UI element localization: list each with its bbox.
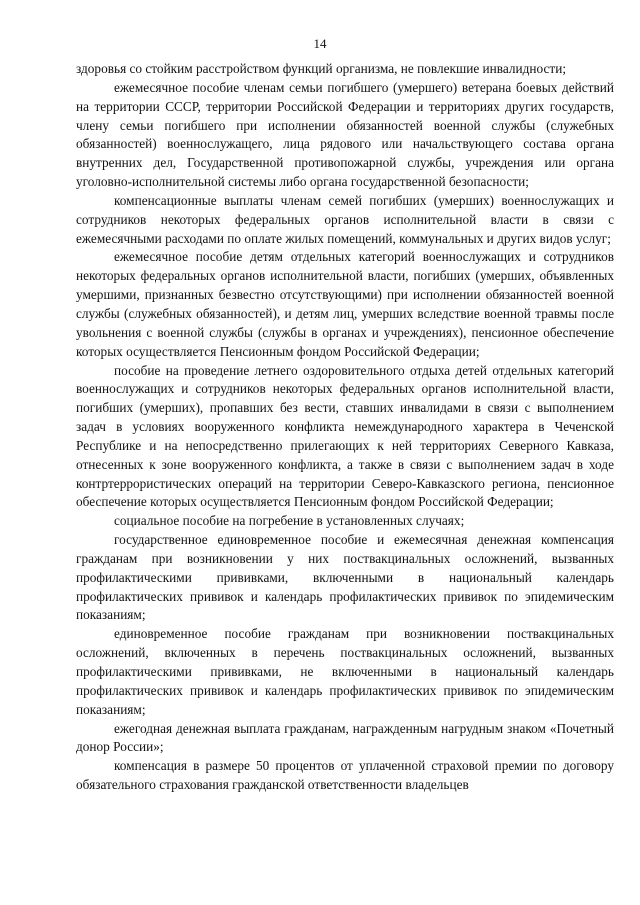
paragraph-10: компенсация в размере 50 процентов от уплаченной страховой премии по договору обязательного страхования гражданской ответственности владельцев [76, 758, 614, 793]
paragraph-1: здоровья со стойким расстройством функций организма, не повлекшие инвалидности; [76, 61, 567, 76]
paragraph-4: ежемесячное пособие детям отдельных категорий военнослужащих и сотрудников некоторых федеральных органов исполнительной власти, погибших (умерших, объявленных умершими, признанных безвестно отсутствующими) при исполнении обязанностей военной службы (служебных обязанностей), и детям лиц, умерших вследствие военной травмы после увольнения с военной службы (службы в органах и учреждениях), пенсионное обеспечение которых осуществляется Пенсионным фондом Российской Федерации; [76, 249, 614, 359]
paragraph-7: государственное единовременное пособие и ежемесячная денежная компенсация гражданам при возникновении у них поствакцинальных осложнений, вызванных профилактическими прививками, включенными в национальный календарь профилактических прививок и календарь профилактических прививок по эпидемическим показаниям; [76, 532, 614, 623]
paragraph-3: компенсационные выплаты членам семей погибших (умерших) военнослужащих и сотрудников некоторых федеральных органов исполнительной власти в связи с ежемесячными расходами по оплате жилых помещений, коммунальных и других видов услуг; [76, 192, 614, 246]
paragraph-5: пособие на проведение летнего оздоровительного отдыха детей отдельных категорий военнослужащих и сотрудников некоторых федеральных органов исполнительной власти, погибших (умерших), пропавших без вести, ставших инвалидами в связи с выполнением задач в условиях вооруженного конфликта немеждународного характера в Чеченской Республике и на непосредственно прилегающих к ней территориях Северного Кавказа, отнесенных к зоне вооруженного конфликта, а также в связи с выполнением задач в ходе контртеррористических операций на территории Северо-Кавказского региона, пенсионное обеспечение которых осуществляется Пенсионным фондом Российской Федерации; [76, 362, 614, 510]
paragraph-8: единовременное пособие гражданам при возникновении поствакцинальных осложнений, включенных в перечень поствакцинальных осложнений, вызванных профилактическими прививками, не включенными в национальный календарь профилактических прививок и календарь профилактических прививок по эпидемическим показаниям; [76, 626, 614, 717]
page-number: 14 [313, 36, 327, 51]
document-body [76, 60, 614, 795]
paragraph-6: социальное пособие на погребение в установленных случаях; [114, 513, 465, 529]
paragraph-2: ежемесячное пособие членам семьи погибшего (умершего) ветерана боевых действий на территории СССР, территории Российской Федерации и территориях других государств, члену семьи погибшего при исполнении обязанностей военной службы (служебных обязанностей) военнослужащего, лица рядового или начальствующего состава органа внутренних дел, Государственной противопожарной службы, учреждения или органа уголовно-исполнительной системы либо органа государственной безопасности; [76, 79, 614, 190]
paragraph-9: ежегодная денежная выплата гражданам, награжденным нагрудным знаком «Почетный донор России»; [76, 720, 614, 755]
